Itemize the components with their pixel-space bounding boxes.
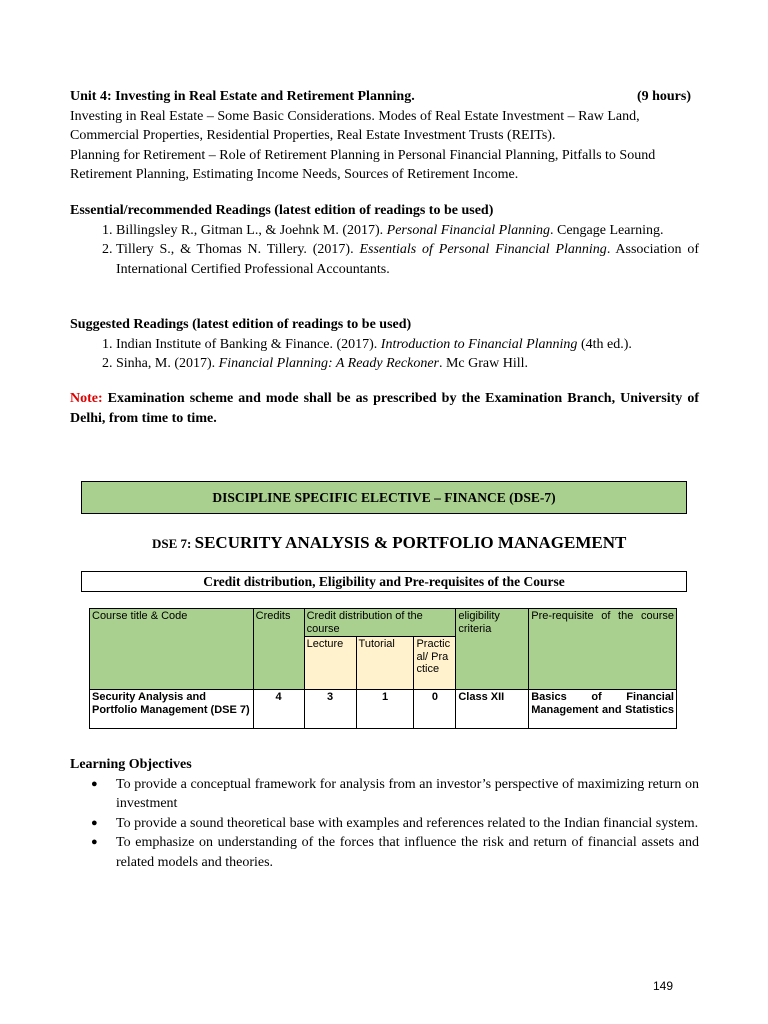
header-distribution: Credit distribution of the course <box>304 609 456 637</box>
suggested-readings-list <box>70 335 699 374</box>
dse-banner: DISCIPLINE SPECIFIC ELECTIVE – FINANCE (DSE-7) <box>81 481 687 514</box>
essential-readings <box>70 201 699 279</box>
list-item: ● To provide a conceptual framework for analysis from an investor’s perspective of maximizing return on investment <box>116 775 699 814</box>
header-eligibility: eligibility criteria <box>456 609 529 690</box>
list-item: ● To provide a sound theoretical base with examples and references related to the Indian financial system. <box>116 814 699 834</box>
exam-note <box>70 389 699 428</box>
learning-objectives <box>70 755 699 872</box>
course-title <box>152 533 626 553</box>
unit4-section <box>70 87 699 185</box>
essential-readings-heading: Essential/recommended Readings (latest edition of readings to be used) <box>70 203 494 218</box>
suggested-readings-heading: Suggested Readings (latest edition of readings to be used) <box>70 317 412 332</box>
course-title-text: SECURITY ANALYSIS & PORTFOLIO MANAGEMENT <box>194 533 627 552</box>
unit4-heading-row <box>70 87 699 107</box>
header-course: Course title & Code <box>90 609 254 690</box>
page-number: 149 <box>653 979 674 993</box>
list-item: 2. Sinha, M. (2017). Financial Planning: A Ready Reckoner. Mc Graw Hill. <box>116 354 699 374</box>
cell-prereq: Basics of Financial Management and Statistics <box>529 690 677 729</box>
list-item: 2. Tillery S., & Thomas N. Tillery. (2017). Essentials of Personal Financial Planning. Association of International Certified Professional Accountants. <box>116 240 699 279</box>
note-text: Examination scheme and mode shall be as prescribed by the Examination Branch, University of Delhi, from time to time. <box>70 391 699 426</box>
course-title-prefix: DSE 7: <box>152 536 195 551</box>
credit-table <box>89 608 677 729</box>
cell-tutorial: 1 <box>356 690 414 729</box>
credit-distribution-heading: Credit distribution, Eligibility and Pre-requisites of the Course <box>81 571 687 592</box>
learning-objectives-heading: Learning Objectives <box>70 757 192 772</box>
table-header-row <box>90 609 677 637</box>
unit4-heading: Unit 4: Investing in Real Estate and Retirement Planning. <box>70 89 415 104</box>
header-practical: Practical/ Practice <box>414 637 456 690</box>
cell-eligibility: Class XII <box>456 690 529 729</box>
learning-objectives-list <box>70 775 699 873</box>
list-item: ● To emphasize on understanding of the forces that influence the risk and return of financial assets and related models and theories. <box>116 833 699 872</box>
header-prereq: Pre-requisite of the course <box>529 609 677 690</box>
suggested-readings <box>70 315 699 374</box>
list-item: 1. Indian Institute of Banking & Finance. (2017). Introduction to Financial Planning (4th ed.). <box>116 335 699 355</box>
table-row <box>90 690 677 729</box>
header-lecture: Lecture <box>304 637 356 690</box>
list-item: 1. Billingsley R., Gitman L., & Joehnk M. (2017). Personal Financial Planning. Cengage Learning. <box>116 221 699 241</box>
header-tutorial: Tutorial <box>356 637 414 690</box>
cell-practical: 0 <box>414 690 456 729</box>
unit4-para-retirement: Planning for Retirement – Role of Retirement Planning in Personal Financial Planning, Pitfalls to Sound Retirement Planning, Estimating Income Needs, Sources of Retirement Income. <box>70 147 656 182</box>
unit4-para-real-estate: Investing in Real Estate – Some Basic Considerations. Modes of Real Estate Investment – Raw Land, Commercial Properties, Residential Properties, Real Estate Investment Trusts (REITs). <box>70 108 640 143</box>
note-label: Note: <box>70 391 103 406</box>
cell-lecture: 3 <box>304 690 356 729</box>
essential-readings-list <box>70 221 699 280</box>
header-credits: Credits <box>253 609 304 690</box>
unit4-hours: (9 hours) <box>636 89 691 104</box>
cell-course: Security Analysis and Portfolio Management (DSE 7) <box>90 690 254 729</box>
cell-credits: 4 <box>253 690 304 729</box>
